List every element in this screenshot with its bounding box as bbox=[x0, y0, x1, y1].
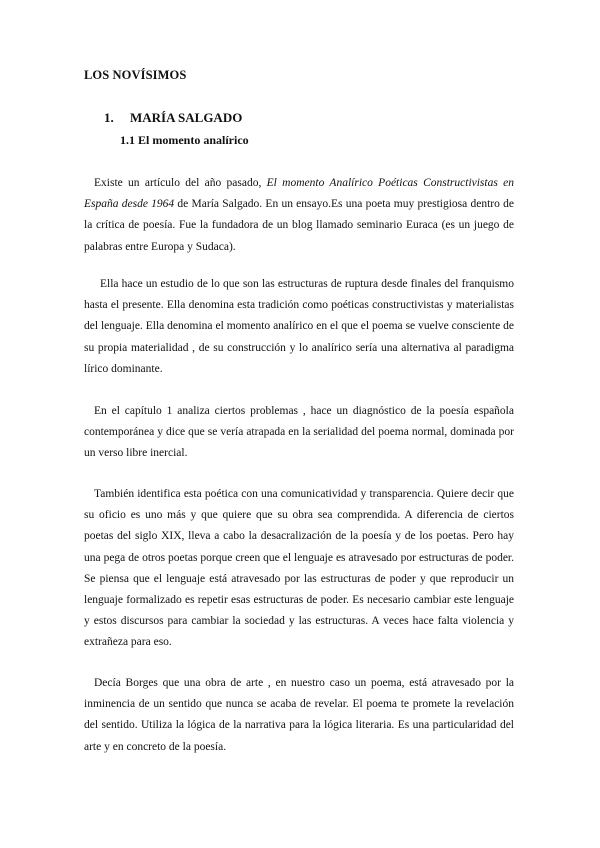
paragraph-3 bbox=[84, 401, 514, 465]
section-number: 1. bbox=[104, 110, 114, 125]
subsection-heading: 1.1 El momento analírico bbox=[120, 133, 249, 147]
document-title: LOS NOVÍSIMOS bbox=[84, 68, 187, 82]
paragraph-5 bbox=[84, 673, 514, 758]
paragraph-4-text: También identifica esta poética con una comunicatividad y transparencia. Quiere decir que su oficio es uno más y que quiere que su obra sea comprendida. A diferencia de ciertos poetas del siglo XIX, lleva a cabo la desacralización de la poesía y de los poetas. Pero hay una pega de otros poetas porque creen que el lenguaje es atravesado por estructuras de poder. Se piensa que el lenguaje está atravesado por las estructuras de poder y que reproducir un lenguaje formalizado es repetir esas estructuras de poder. Es necesario cambiar este lenguaje y estos discursos para cambiar la sociedad y las estructuras. A veces hace falta violencia y extrañeza para eso. bbox=[84, 488, 514, 649]
section-title: MARÍA SALGADO bbox=[130, 110, 243, 125]
paragraph-5-text: Decía Borges que una obra de arte , en nuestro caso un poema, está atravesado por la inminencia de un sentido que nunca se acaba de revelar. El poema te promete la revelación del sentido. Utiliza la lógica de la narrativa para la lógica literaria. Es una particularidad del arte y en concreto de la poesía. bbox=[84, 677, 514, 753]
paragraph-1 bbox=[84, 173, 514, 258]
paragraph-1-text-start: Existe un artículo del año pasado, bbox=[94, 177, 267, 189]
paragraph-2-text: Ella hace un estudio de lo que son las estructuras de ruptura desde finales del franquismo hasta el presente. Ella denomina esta tradición como poéticas constructivistas y materialistas del lenguaje. Ella denomina el momento analírico en el que el poema se vuelve consciente de su propia materialidad , de su construcción y lo analírico sería una alternativa al paradigma lírico dominante. bbox=[84, 278, 514, 375]
paragraph-4 bbox=[84, 484, 514, 654]
article-title: El momento Analírico Poéticas Constructivistas en España desde 1964 bbox=[84, 177, 514, 211]
paragraph-3-text: En el capítulo 1 analiza ciertos problemas , hace un diagnóstico de la poesía española contemporánea y dice que se vería atrapada en la serialidad del poema normal, dominada por un verso libre inercial. bbox=[84, 405, 514, 460]
section-heading bbox=[104, 110, 242, 126]
paragraph-1-text-end: de María Salgado. En un ensayo.Es una poeta muy prestigiosa dentro de la crítica de poesía. Fue la fundadora de un blog llamado seminario Euraca (es un juego de palabras entre Europa y Sudaca). bbox=[84, 198, 514, 253]
paragraph-2 bbox=[84, 274, 514, 380]
